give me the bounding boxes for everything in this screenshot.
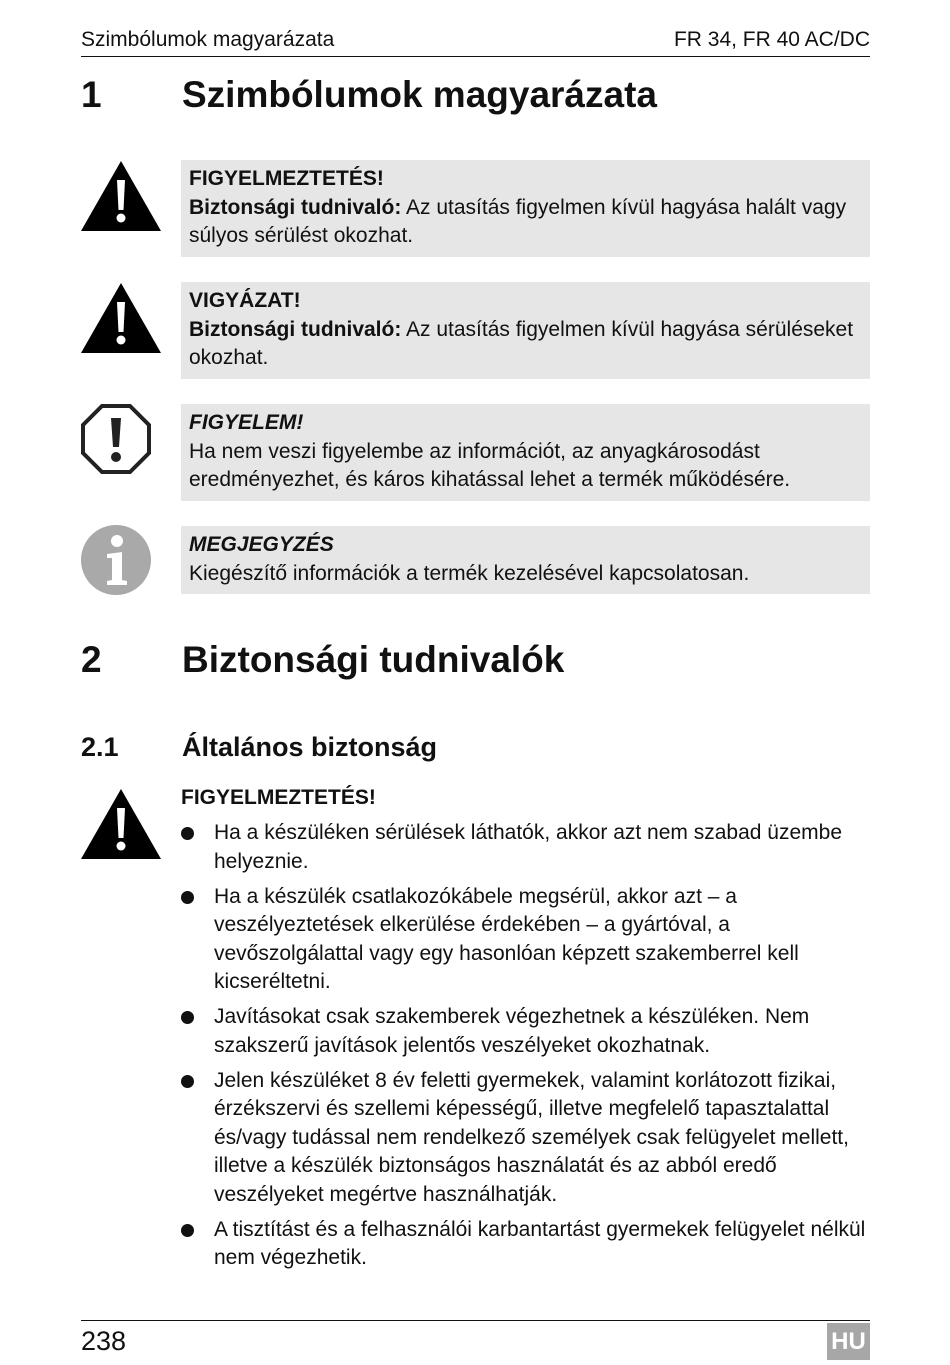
list-item-text: Ha a készülék csatlakozókábele megsérül, akkor azt – a veszélyeztetések elkerülése érdekében – a gyártóval, a vevőszolgálattal vagy egy hasonlóan képzett szakemberrel kell kicseréltetni. [214, 884, 799, 993]
list-item [181, 1003, 870, 1060]
notice-box-note [181, 526, 870, 594]
section-1-number: 1 [81, 74, 102, 115]
header-product-name: FR 34, FR 40 AC/DC [673, 28, 870, 51]
notice-lead: Biztonsági tudnivaló: [189, 317, 402, 341]
list-item [181, 819, 870, 876]
notice-body: Az utasítás figyelmen kívül hagyása sérüléseket okozhat. [189, 317, 854, 369]
list-item-text: Jelen készüléket 8 év feletti gyermekek, valamint korlátozott fizikai, érzékszervi és szellemi képességű, illetve megfelelő tapasztalattal és/vagy tudással nem rendelkező személyek csak felügyelet mellett, illetve a készülék biztonságos használatát és az abból eredő veszélyeket megértve használhatják. [214, 1068, 849, 1206]
list-item-text: A tisztítást és a felhasználói karbantartást gyermekek felügyelet nélkül nem végezhetik. [214, 1217, 866, 1269]
list-item [181, 1216, 870, 1273]
bullet-icon [181, 1224, 194, 1237]
bullet-icon [181, 1011, 194, 1024]
notice-lead: Biztonsági tudnivaló: [189, 195, 402, 219]
notice-heading: FIGYELMEZTETÉS! [189, 167, 384, 190]
bullet-icon [181, 891, 194, 904]
notice-box-warning [181, 160, 870, 257]
notice-box-attention [181, 404, 870, 501]
page-header [81, 26, 870, 57]
info-icon [80, 524, 152, 596]
warning-triangle-icon [80, 160, 162, 232]
bullet-icon [181, 1075, 194, 1088]
list-item-text: Javításokat csak szakemberek végezhetnek a készüléken. Nem szakszerű javítások jelentős veszélyeket okozhatnak. [214, 1005, 810, 1057]
safety-list [181, 819, 870, 1279]
safety-warning-label: FIGYELMEZTETÉS! [181, 786, 376, 809]
notice-box-caution [181, 282, 870, 379]
warning-triangle-icon [80, 788, 162, 860]
notice-heading: MEGJEGYZÉS [189, 533, 334, 556]
list-item-text: Ha a készüléken sérülések láthatók, akkor azt nem szabad üzembe helyeznie. [214, 821, 843, 873]
page-number: 238 [81, 1326, 127, 1356]
warning-triangle-icon [80, 282, 162, 354]
header-section-title: Szimbólumok magyarázata [81, 28, 335, 51]
section-2-1-number: 2.1 [81, 732, 119, 762]
bullet-icon [181, 827, 194, 840]
notice-text: Ha nem veszi figyelembe az információt, az anyagkárosodást eredményezhet, és káros kihatással lehet a termék működésére. [189, 439, 791, 491]
section-2-title: Biztonsági tudnivalók [182, 639, 565, 680]
notice-octagon-icon [80, 403, 152, 475]
notice-heading: FIGYELEM! [189, 411, 304, 434]
notice-text: Kiegészítő információk a termék kezelésével kapcsolatosan. [189, 561, 750, 585]
section-2-number: 2 [81, 639, 102, 680]
language-badge: HU [827, 1323, 870, 1360]
list-item [181, 1067, 870, 1210]
notice-text [189, 194, 862, 251]
footer-rule [81, 1320, 870, 1321]
list-item [181, 883, 870, 997]
notice-body: Az utasítás figyelmen kívül hagyása halált vagy súlyos sérülést okozhat. [189, 195, 847, 247]
notice-text [189, 316, 862, 373]
notice-heading: VIGYÁZAT! [189, 289, 301, 312]
section-1-title: Szimbólumok magyarázata [182, 74, 657, 115]
section-2-1-title: Általános biztonság [182, 732, 438, 762]
